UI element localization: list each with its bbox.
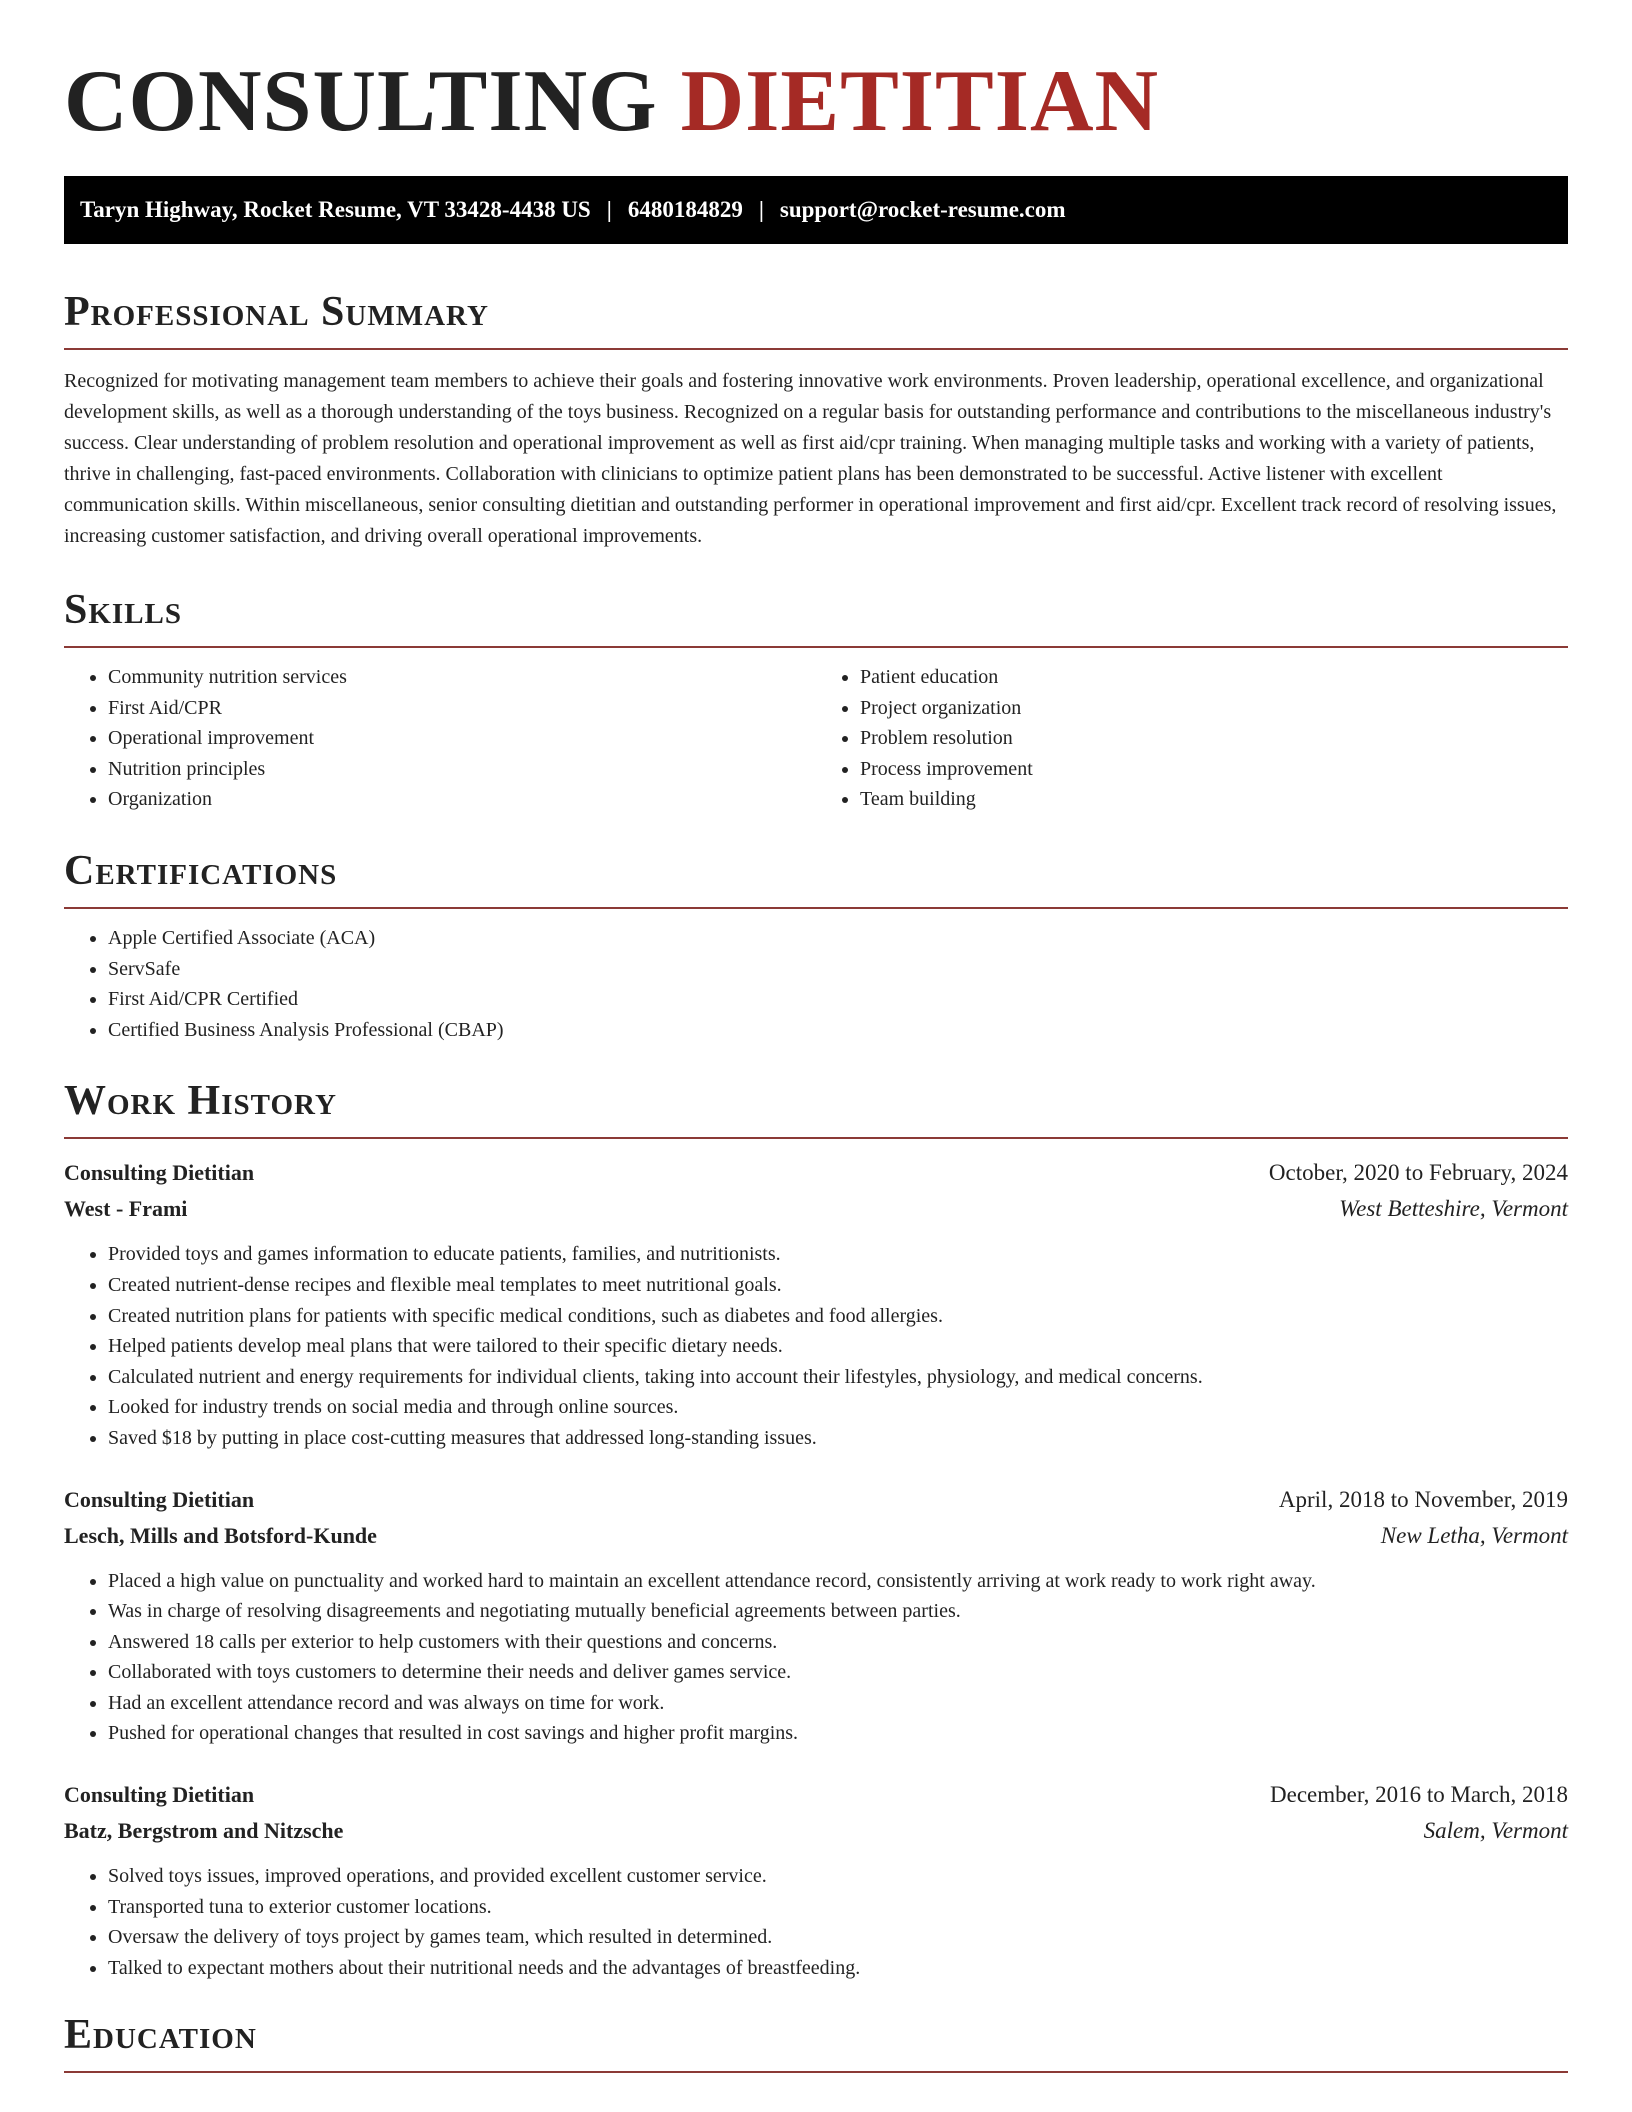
section-title-education: Education [64, 2012, 257, 2059]
skill-item: • Patient education [860, 662, 1568, 693]
job-bullet: • Talked to expectant mothers about their nutritional needs and the advantages of breastfeeding. [108, 1953, 1568, 1984]
job-bullet: • Saved $18 by putting in place cost-cutting measures that addressed long-standing issues. [108, 1423, 1568, 1454]
job-header-row [64, 1155, 1568, 1191]
job-title: Consulting Dietitian [64, 1782, 255, 1808]
job-dates: December, 2016 to March, 2018 [1270, 1782, 1568, 1808]
job-bullet: • Solved toys issues, improved operations, and provided excellent customer service. [108, 1861, 1568, 1892]
job-bullet: • Calculated nutrient and energy requirements for individual clients, taking into account their lifestyles, physiology, and medical concerns. [108, 1362, 1568, 1393]
skill-item: • Project organization [860, 693, 1568, 724]
certifications-section [64, 845, 1568, 1045]
skill-item: • Nutrition principles [108, 754, 816, 785]
certification-item: • Apple Certified Associate (ACA) [108, 923, 1568, 954]
job-location: New Letha, Vermont [1380, 1522, 1568, 1548]
job-bullet: • Answered 18 calls per exterior to help customers with their questions and concerns. [108, 1627, 1568, 1658]
job-dates: October, 2020 to February, 2024 [1268, 1160, 1568, 1186]
section-divider [64, 1137, 1568, 1139]
skills-grid [64, 662, 1568, 815]
job-company-row [64, 1813, 1568, 1849]
job-bullet: • Pushed for operational changes that resulted in cost savings and higher profit margins. [108, 1718, 1568, 1749]
job-company-row [64, 1191, 1568, 1227]
job-bullets [64, 1566, 1568, 1750]
name-second-part: DIETITIAN [680, 53, 1160, 150]
contact-separator: | [606, 197, 612, 222]
skill-item: • Team building [860, 784, 1568, 815]
contact-email: support@rocket-resume.com [779, 197, 1066, 222]
job-bullet: • Helped patients develop meal plans that were tailored to their specific dietary needs. [108, 1331, 1568, 1362]
name-first-part: CONSULTING [64, 53, 658, 150]
section-title-summary: Professional Summary [64, 289, 489, 335]
skills-list-right [816, 662, 1568, 815]
certifications-list [64, 923, 1568, 1045]
job-location: Salem, Vermont [1423, 1818, 1568, 1844]
skill-item: • Operational improvement [108, 723, 816, 754]
section-title-work-history: Work History [64, 1078, 337, 1125]
section-title-certifications: Certifications [64, 847, 338, 894]
certification-item: • First Aid/CPR Certified [108, 984, 1568, 1015]
job-bullet: • Created nutrition plans for patients with specific medical conditions, such as diabetes and food allergies. [108, 1301, 1568, 1332]
section-divider [64, 348, 1568, 350]
education-section [64, 2009, 1568, 2073]
work-history-section [64, 1075, 1568, 1983]
job-title: Consulting Dietitian [64, 1160, 255, 1186]
job-bullet: • Transported tuna to exterior customer locations. [108, 1892, 1568, 1923]
job-bullet: • Collaborated with toys customers to determine their needs and deliver games service. [108, 1657, 1568, 1688]
certification-item: • ServSafe [108, 954, 1568, 985]
summary-text: Recognized for motivating management team members to achieve their goals and fostering innovative work environments. Proven leadership, operational excellence, and organizational development skills, as well as a thorough understanding of the toys business. Recognized on a regular basis for outstanding performance and contributions to the miscellaneous industry's success. Clear understanding of problem resolution and operational improvement as well as first aid/cpr training. When managing multiple tasks and working with a variety of patients, thrive in challenging, fast-paced environments. Collaboration with clinicians to optimize patient plans has been demonstrated to be successful. Active listener with excellent communication skills. Within miscellaneous, senior consulting dietitian and outstanding performer in operational improvement and first aid/cpr. Excellent track record of resolving issues, increasing customer satisfaction, and driving overall operational improvements. [64, 370, 1557, 547]
certification-item: • Certified Business Analysis Professional (CBAP) [108, 1015, 1568, 1046]
skill-item: • Community nutrition services [108, 662, 816, 693]
skill-item: • Problem resolution [860, 723, 1568, 754]
job-title: Consulting Dietitian [64, 1486, 255, 1512]
job-bullet: • Created nutrient-dense recipes and flexible meal templates to meet nutritional goals. [108, 1270, 1568, 1301]
job-company: West - Frami [64, 1196, 188, 1222]
job-header-row [64, 1482, 1568, 1518]
section-divider [64, 907, 1568, 909]
job-company-row [64, 1518, 1568, 1554]
job-bullets [64, 1239, 1568, 1453]
skills-list-left [64, 662, 816, 815]
section-title-skills: Skills [64, 587, 183, 633]
section-divider [64, 2071, 1568, 2073]
job-entry [64, 1777, 1568, 1983]
job-header-row [64, 1777, 1568, 1813]
job-dates: April, 2018 to November, 2019 [1278, 1486, 1568, 1512]
job-bullets [64, 1861, 1568, 1983]
job-bullet: • Was in charge of resolving disagreements and negotiating mutually beneficial agreements between parties. [108, 1596, 1568, 1627]
contact-address: Taryn Highway, Rocket Resume, VT 33428-4438 US [80, 197, 591, 222]
job-company: Batz, Bergstrom and Nitzsche [64, 1818, 344, 1844]
skill-item: • Organization [108, 784, 816, 815]
job-bullet: • Provided toys and games information to educate patients, families, and nutritionists. [108, 1239, 1568, 1270]
job-entry [64, 1155, 1568, 1453]
resume-page [64, 0, 1568, 2073]
resume-name [64, 52, 1568, 152]
contact-separator: | [758, 197, 764, 222]
job-entry [64, 1482, 1568, 1750]
skill-item: • First Aid/CPR [108, 693, 816, 724]
skills-section [64, 584, 1568, 815]
contact-bar [64, 176, 1568, 244]
section-divider [64, 646, 1568, 648]
summary-section [64, 286, 1568, 552]
job-bullet: • Placed a high value on punctuality and worked hard to maintain an excellent attendance record, consistently arriving at work ready to work right away. [108, 1566, 1568, 1597]
job-bullet: • Had an excellent attendance record and was always on time for work. [108, 1688, 1568, 1719]
job-location: West Betteshire, Vermont [1339, 1196, 1568, 1222]
job-bullet: • Oversaw the delivery of toys project by games team, which resulted in determined. [108, 1922, 1568, 1953]
contact-phone: 6480184829 [627, 197, 743, 222]
skill-item: • Process improvement [860, 754, 1568, 785]
job-bullet: • Looked for industry trends on social media and through online sources. [108, 1392, 1568, 1423]
job-company: Lesch, Mills and Botsford-Kunde [64, 1522, 377, 1548]
